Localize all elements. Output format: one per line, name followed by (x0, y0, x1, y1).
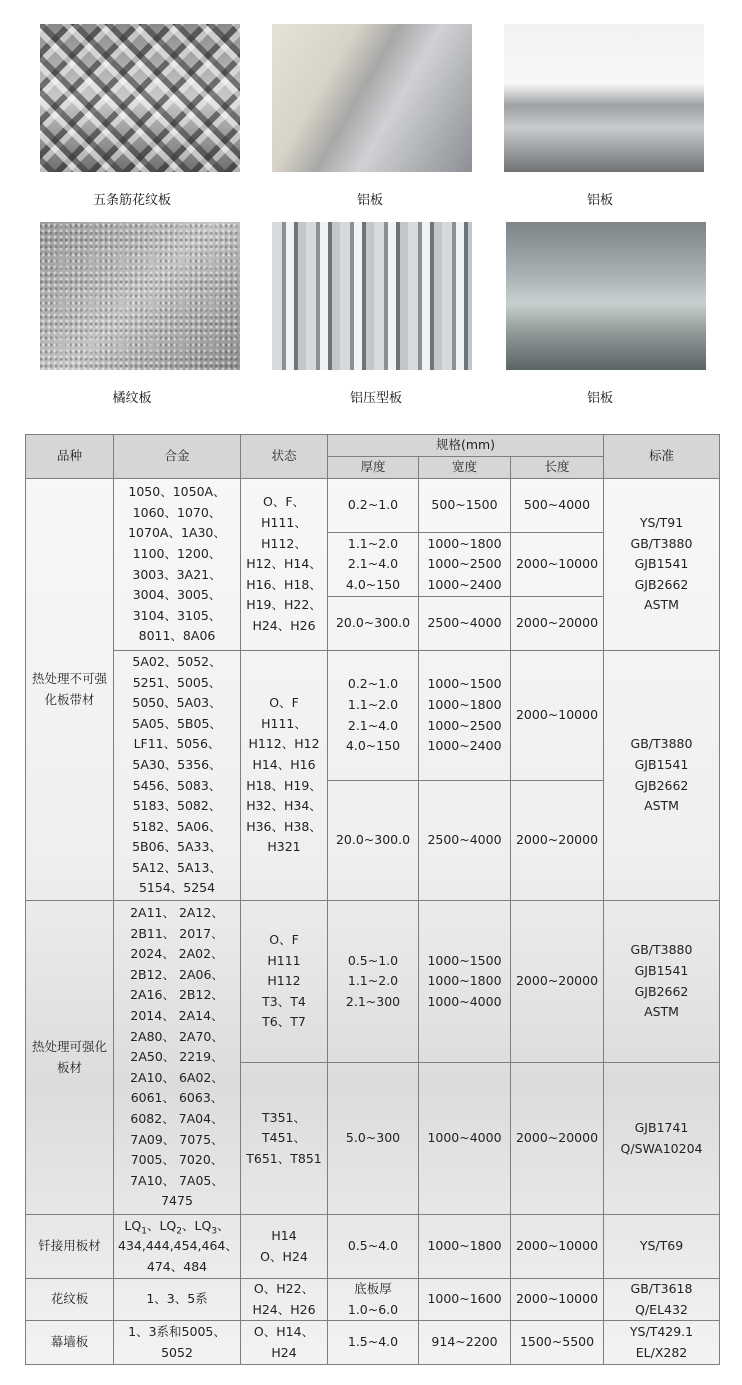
length-cell: 2000~20000 (511, 781, 604, 901)
thickness-cell: 0.2~1.0 (328, 479, 419, 533)
checker-plate-photo (40, 24, 240, 172)
gallery-caption: 铝板 (586, 391, 613, 406)
thickness-cell: 0.2~1.0 1.1~2.0 2.1~4.0 4.0~150 (328, 651, 419, 781)
width-cell: 1000~1500 1000~1800 1000~4000 (419, 901, 511, 1063)
header-standard: 标准 (604, 435, 720, 479)
alloy-cell: 1、3系和5005、 5052 (114, 1321, 241, 1365)
thickness-cell: 0.5~1.0 1.1~2.0 2.1~300 (328, 901, 419, 1063)
alloy-part: 、LQ (182, 1217, 212, 1233)
alloy-label: 5A02、5052、5251、5005、5050、5A03、5A05、5B05、LF11、5056、5A30、5356、5456、5083、5183、5082、5182、5A06、5B06、5A33、5A12、5A13、5154、5254 (132, 653, 222, 896)
alloy-cell (114, 651, 241, 901)
gallery-caption: 五条筋花纹板 (92, 193, 171, 208)
header-width: 宽度 (419, 457, 511, 479)
standard-cell: YS/T69 (604, 1215, 720, 1279)
header-temper: 状态 (241, 435, 328, 479)
alloy-cell: 1、3、5系 (114, 1279, 241, 1321)
thickness-cell: 20.0~300.0 (328, 781, 419, 901)
thickness-cell: 0.5~4.0 (328, 1215, 419, 1279)
alloy-part: 、 (217, 1217, 230, 1233)
width-cell: 1000~1600 (419, 1279, 511, 1321)
variety-label: 热处理不可强化板带材 (32, 670, 108, 707)
standard-cell: YS/T429.1 EL/X282 (604, 1321, 720, 1365)
corrugated-panel-photo (272, 222, 472, 370)
variety-cell: 幕墙板 (26, 1321, 114, 1365)
gallery-caption: 铝板 (586, 193, 613, 208)
alloy-cell (114, 1215, 241, 1279)
standard-cell: YS/T91 GB/T3880 GJB1541 GJB2662 ASTM (604, 479, 720, 651)
variety-cell (26, 479, 114, 901)
length-cell: 2000~20000 (511, 1063, 604, 1215)
thickness-cell: 1.1~2.0 2.1~4.0 4.0~150 (328, 533, 419, 597)
width-cell: 1000~1800 (419, 1215, 511, 1279)
width-cell: 1000~1800 1000~2500 1000~2400 (419, 533, 511, 597)
thickness-cell: 20.0~300.0 (328, 597, 419, 651)
alloy-cell (114, 901, 241, 1215)
alloy-part: LQ (124, 1217, 142, 1233)
variety-cell: 花纹板 (26, 1279, 114, 1321)
temper-cell: H14 O、H24 (241, 1215, 328, 1279)
gallery-caption: 橘纹板 (112, 391, 152, 406)
standard-cell: GB/T3880 GJB1541 GJB2662 ASTM (604, 651, 720, 901)
standard-cell: GB/T3880 GJB1541 GJB2662 ASTM (604, 901, 720, 1063)
length-cell: 2000~10000 (511, 533, 604, 597)
orange-peel-plate-photo (40, 222, 240, 370)
aluminum-sheet-photo (272, 24, 472, 172)
header-spec: 规格(mm) (328, 435, 604, 457)
length-cell: 2000~10000 (511, 1215, 604, 1279)
gallery-caption: 铝板 (356, 193, 383, 208)
header-length: 长度 (511, 457, 604, 479)
thickness-cell: 1.5~4.0 (328, 1321, 419, 1365)
temper-label: O、F、H111、H112、H12、H14、H16、H18、H19、H22、H24、H26 (246, 494, 322, 633)
standard-cell: GJB1741 Q/SWA10204 (604, 1063, 720, 1215)
length-cell: 2000~20000 (511, 597, 604, 651)
alloy-cell (114, 479, 241, 651)
spec-table (25, 434, 720, 1365)
variety-cell (26, 1215, 114, 1279)
alloy-subscript: 2 (176, 1226, 183, 1237)
alloy-part: 434,444,454,464、474、484 (118, 1238, 238, 1274)
length-cell: 2000~10000 (511, 1279, 604, 1321)
length-cell: 1500~5500 (511, 1321, 604, 1365)
header-thickness: 厚度 (328, 457, 419, 479)
gallery-caption: 铝压型板 (349, 391, 402, 406)
alloy-label (114, 1216, 240, 1278)
aluminum-sheet-stack-photo (504, 24, 704, 172)
variety-cell (26, 901, 114, 1215)
width-cell: 914~2200 (419, 1321, 511, 1365)
thickness-cell: 底板厚 1.0~6.0 (328, 1279, 419, 1321)
temper-cell (241, 479, 328, 651)
length-cell: 500~4000 (511, 479, 604, 533)
alloy-subscript: 3 (211, 1226, 218, 1237)
width-cell: 500~1500 (419, 479, 511, 533)
variety-label: 热处理可强化板材 (32, 1038, 108, 1075)
length-cell: 2000~20000 (511, 901, 604, 1063)
temper-cell: O、F H111 H112 T3、T4 T6、T7 (241, 901, 328, 1063)
width-cell: 2500~4000 (419, 597, 511, 651)
alloy-part: 、LQ (146, 1217, 177, 1233)
width-cell: 1000~4000 (419, 1063, 511, 1215)
width-cell: 1000~1500 1000~1800 1000~2500 1000~2400 (419, 651, 511, 781)
width-cell: 2500~4000 (419, 781, 511, 901)
alloy-subscript: 1 (141, 1226, 147, 1237)
standard-cell: GB/T3618 Q/EL432 (604, 1279, 720, 1321)
alloy-label: 1050、1050A、1060、1070、1070A、1A30、1100、1200、3003、3A21、3004、3005、3104、3105、8011、8A06 (128, 484, 226, 644)
temper-cell: T351、 T451、 T651、T851 (241, 1063, 328, 1215)
temper-cell: O、F H111、 H112、H12 H14、H16 H18、H19、 H32、H34、 H36、H38、 H321 (241, 651, 328, 901)
alloy-label: 2A11、 2A12、2B11、 2017、2024、 2A02、2B12、 2A06、2A16、 2B12、2014、 2A14、2A80、 2A70、2A50、 2219、2A10、 6A02、6061、 6063、6082、 7A04、7A09、 7075、7005、 7020、7A10、 7A05、7475 (130, 905, 224, 1209)
thickness-cell: 5.0~300 (328, 1063, 419, 1215)
length-cell: 2000~10000 (511, 651, 604, 781)
header-alloy: 合金 (114, 435, 241, 479)
variety-label: 钎接用板材 (38, 1238, 101, 1254)
temper-cell: O、H22、 H24、H26 (241, 1279, 328, 1321)
warehouse-plates-photo (506, 222, 706, 370)
header-variety: 品种 (26, 435, 114, 479)
temper-cell: O、H14、 H24 (241, 1321, 328, 1365)
